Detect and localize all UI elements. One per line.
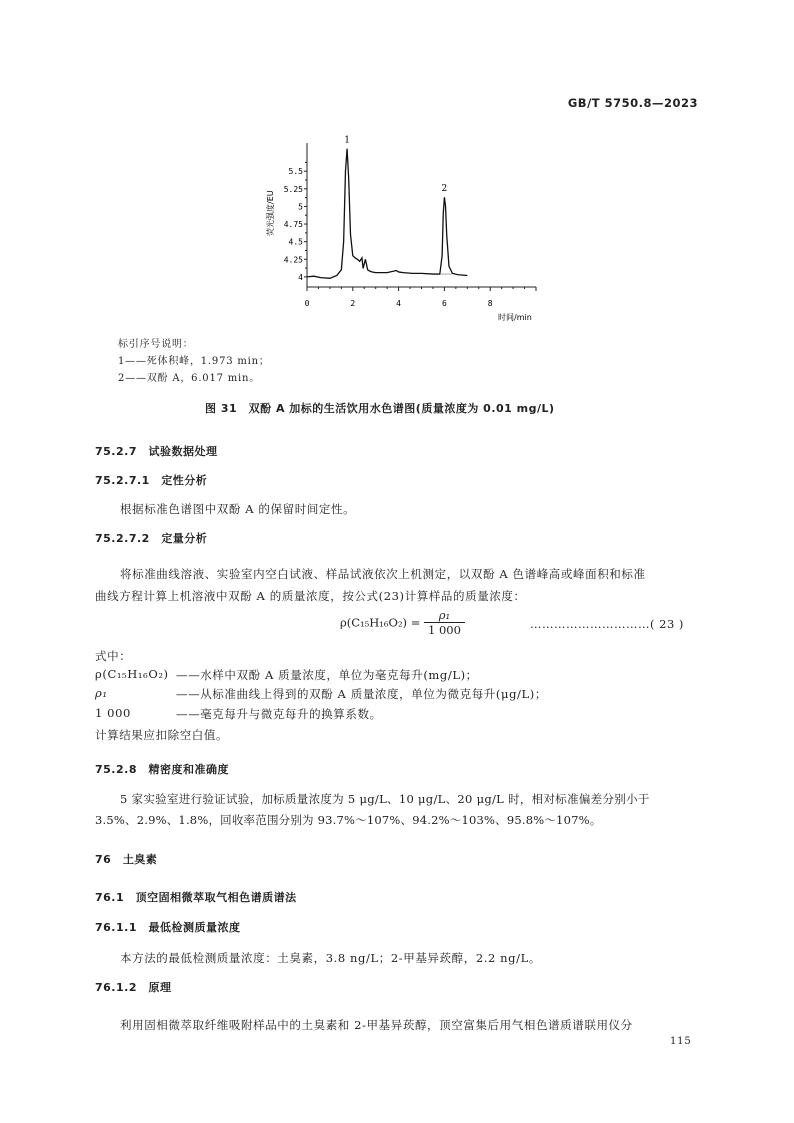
y-tick-label: 4 <box>298 272 303 282</box>
x-tick-label: 8 <box>487 299 493 308</box>
x-tick-label: 2 <box>350 299 356 308</box>
where-label: 式中： <box>95 649 132 663</box>
section-heading: 75.2.7 试验数据处理 <box>95 445 218 458</box>
x-tick-label: 6 <box>441 299 447 308</box>
peak-label: 1 <box>344 135 350 146</box>
paragraph: 计算结果应扣除空白值。 <box>95 728 229 742</box>
standard-number: GB/T 5750.8—2023 <box>567 96 698 110</box>
variable-symbol: ρ(C₁₅H₁₆O₂) <box>95 667 169 681</box>
chromatogram-trace <box>307 149 467 279</box>
paragraph: 曲线方程计算上机溶液中双酚 A 的质量浓度，按公式(23)计算样品的质量浓度： <box>95 589 526 603</box>
chapter-heading: 76 土臭素 <box>95 853 158 866</box>
section-heading: 76.1.2 原理 <box>95 981 172 994</box>
paragraph: 将标准曲线溶液、实验室内空白试液、样品试液依次上机测定，以双酚 A 色谱峰高或峰面积和标准 <box>120 567 646 581</box>
x-tick-label: 0 <box>304 299 310 308</box>
y-tick-label: 5.5 <box>288 167 303 177</box>
variable-symbol: ρ₁ <box>95 686 108 700</box>
page-number: 115 <box>670 1036 692 1047</box>
variable-symbol: 1 000 <box>95 706 131 720</box>
paragraph: 本方法的最低检测质量浓度：土臭素，3.8 ng/L；2-甲基异莰醇，2.2 ng/L。 <box>120 951 541 965</box>
paragraph: 根据标准色谱图中双酚 A 的保留时间定性。 <box>120 502 356 516</box>
variable-description: ——水样中双酚 A 质量浓度，单位为毫克每升(mg/L)； <box>176 668 478 682</box>
paragraph: 3.5%、2.9%、1.8%，回收率范围分别为 93.7%～107%、94.2%～103%、95.8%～107%。 <box>95 813 602 827</box>
section-heading: 76.1 顶空固相微萃取气相色谱质谱法 <box>95 891 297 904</box>
y-axis-label: 荧光强度/EU <box>266 190 275 236</box>
y-tick-label: 4.5 <box>288 237 303 247</box>
y-tick-label: 4.25 <box>283 255 303 265</box>
section-heading: 75.2.8 精密度和准确度 <box>95 763 229 776</box>
paragraph: 利用固相微萃取纤维吸附样品中的土臭素和 2-甲基异莰醇，顶空富集后用气相色谱质谱联用仪分 <box>120 1018 633 1032</box>
section-heading: 76.1.1 最低检测质量浓度 <box>95 921 241 934</box>
chromatogram-chart <box>260 130 550 330</box>
y-tick-label: 5.25 <box>283 184 303 194</box>
legend-item: 1——死体积峰，1.973 min； <box>118 356 270 367</box>
formula-number: …………………………( 23 ) <box>530 617 684 631</box>
variable-description: ——毫克每升与微克每升的换算系数。 <box>176 707 382 721</box>
x-axis-label: 时间/min <box>498 313 532 322</box>
section-heading: 75.2.7.1 定性分析 <box>95 474 208 487</box>
y-tick-label: 4.75 <box>283 220 303 230</box>
y-tick-label: 5 <box>298 202 303 212</box>
section-heading: 75.2.7.2 定量分析 <box>95 532 208 545</box>
paragraph: 5 家实验室进行验证试验，加标质量浓度为 5 μg/L、10 μg/L、20 μg/L 时，相对标准偏差分别小于 <box>120 792 650 806</box>
x-tick-label: 4 <box>396 299 402 308</box>
variable-description: ——从标准曲线上得到的双酚 A 质量浓度，单位为微克每升(μg/L)； <box>176 687 547 701</box>
legend-item: 2——双酚 A，6.017 min。 <box>118 373 261 384</box>
formula-23: ρ(C₁₅H₁₆O₂) = $\frac{\text{ρ₁}}{1 000}$ <box>340 608 465 637</box>
legend-title: 标引序号说明： <box>118 339 194 350</box>
peak-label: 2 <box>441 184 448 195</box>
figure-caption: 图 31 双酚 A 加标的生活饮用水色谱图(质量浓度为 0.01 mg/L) <box>205 402 555 415</box>
